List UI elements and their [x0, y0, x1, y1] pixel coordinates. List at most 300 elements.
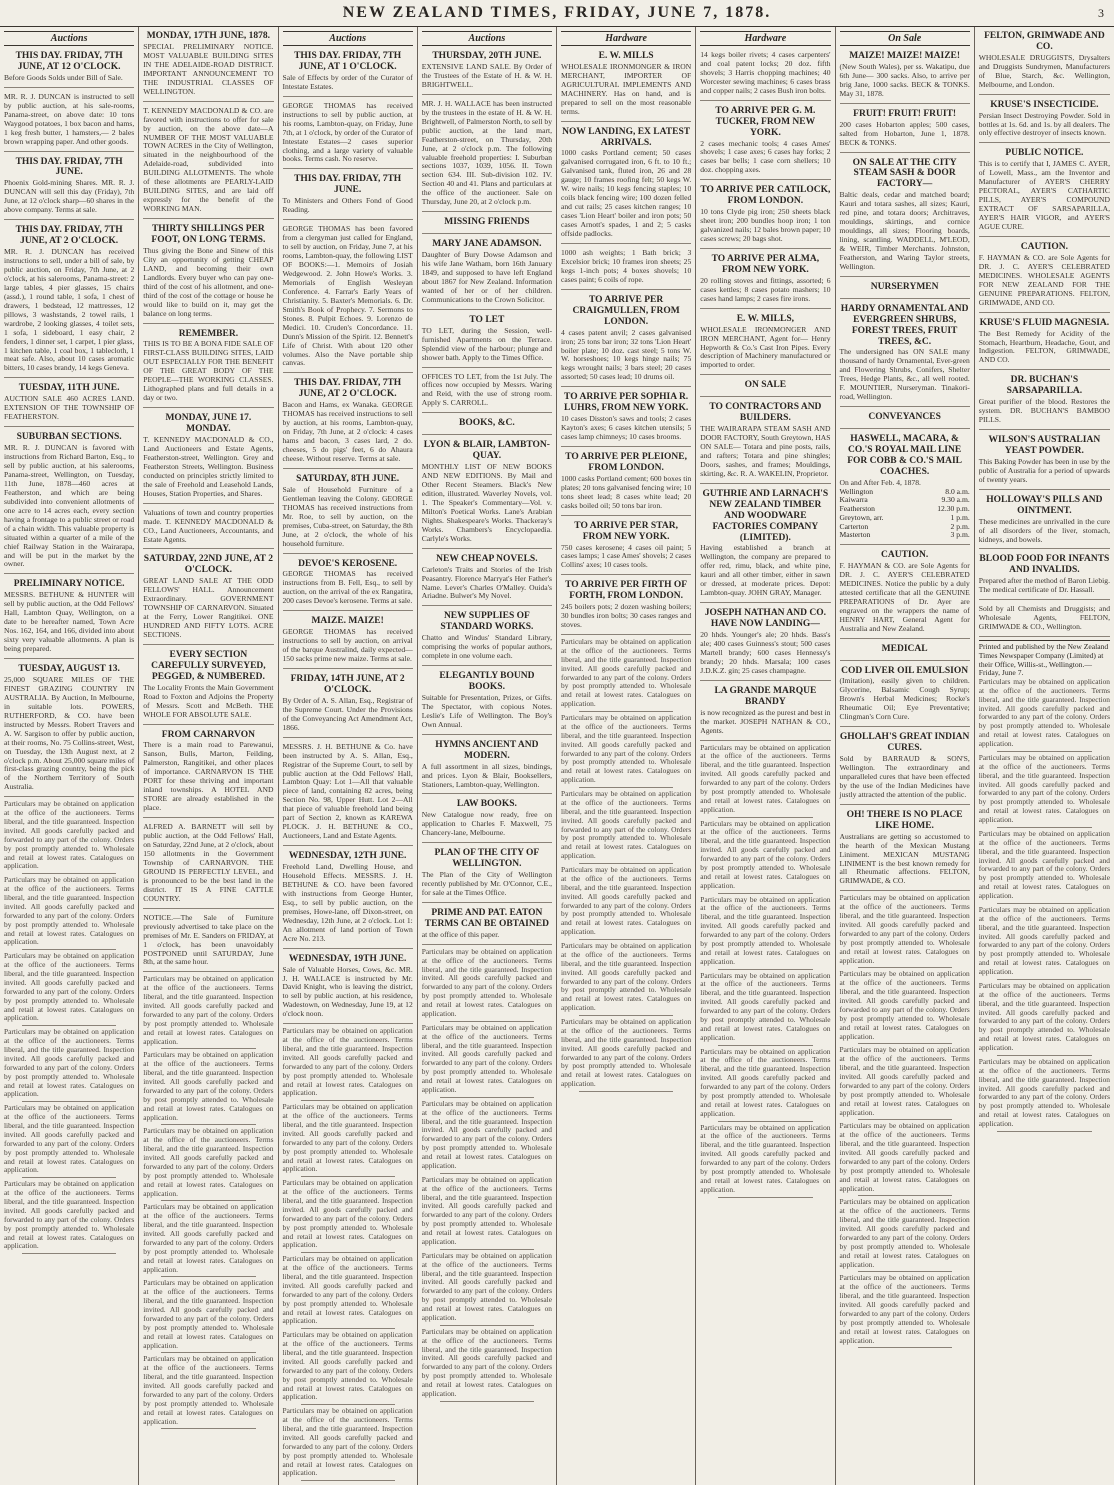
advertisement-body: There is a main road to Parewanui, Sanson, Bulls, Marton, Feilding, Palmerston, Rangitikei, and other places of importance. CARNARVON IS THE PORT for these thriving and important inland townships. A HOTEL AND STORE are already established in the place. — [143, 740, 274, 813]
column-rule — [440, 1097, 534, 1098]
advertisement-body: New Catalogue now ready, free on application to Charles F. Maxwell, 75 Chancery-lane, Melbourne. — [421, 810, 552, 838]
advertisement-body: THIS IS TO BE A BONA FIDE SALE OF FIRST-CLASS BUILDING SITES, LAID OUT ESPECIALLY FOR THE BENEFIT OF THE GREAT BODY OF THE PEOPLE—THE WORKING CLASSES. Lithographed plans and full details in a day or two. — [143, 339, 274, 403]
advertisement — [700, 49, 830, 101]
column-rule — [161, 1352, 255, 1353]
advertisement-heading: KRUSE'S INSECTICIDE. — [990, 99, 1099, 110]
advertisement-heading: ON SALE — [744, 380, 787, 391]
advertisement-body: Thus giving the Bone and Sinew of this City an opportunity of getting CHEAP LAND, and becoming their own Landlords. Every buyer who can pay one-third of the cost of his allotment, and one-third of the cost of the cottage or house he would like to build on it, may get the balance on long terms. — [143, 245, 274, 318]
advertisement — [979, 146, 1110, 237]
timetable-time: 2 p.m. — [950, 521, 970, 531]
filler-paragraph: Particulars may be obtained on application at the office of the auctioneers. Terms liberal, and the title guaranteed. Inspection invited. All goods carefully packed and forwarded to any part of the colony. Orders by post promptly attended to. Wholesale and retail at lowest rates. Catalogues on application. — [421, 1098, 552, 1170]
advertisement-heading: PLAN OF THE CITY OF WELLINGTON. — [434, 848, 540, 870]
filler-paragraph: Particulars may be obtained on application at the office of the auctioneers. Terms liberal, and the title guaranteed. Inspection invited. All goods carefully packed and forwarded to any part of the colony. Orders by post promptly attended to. Wholesale and retail at lowest rates. Catalogues on application. — [4, 951, 135, 1023]
advertisement-heading: THIS DAY. FRIDAY, 7TH JUNE, AT 12 O'CLOCK. — [15, 51, 123, 72]
column-rule — [718, 1121, 812, 1122]
filler-paragraph: Particulars may be obtained on application at the office of the auctioneers. Terms liberal, and the title guaranteed. Inspection invited. All goods carefully packed and forwarded to any part of the colony. Orders by post promptly attended to. Wholesale and retail at lowest rates. Catalogues on application. — [282, 1406, 413, 1478]
timetable-row — [840, 531, 970, 540]
column-rule — [440, 1173, 534, 1174]
advertisement-body: at the office of this paper. — [421, 929, 500, 939]
advertisement-heading: DR. BUCHAN'S SARSAPARILLA. — [1006, 375, 1083, 397]
filler-paragraph: Particulars may be obtained on application at the office of the auctioneers. Terms liberal, and the title guaranteed. Inspection invited. All goods carefully packed and forwarded to any part of the colony. Orders by post promptly attended to. Wholesale and retail at lowest rates. Catalogues on application. — [421, 1250, 552, 1322]
advertisement-body: 4 cases patent anvil; 2 cases galvanised iron; 25 tons bar iron; 32 tons 'Lion Heart' boiler plate; 10 doz. cast steel; 5 tons W. W. horseshoes; 10 kegs hinge nails; 75 kegs wrought nails; 3 bars steel; 20 cases assorted; 50 cases lead; 10 drums oil. — [561, 327, 692, 382]
column-rule — [718, 1197, 812, 1198]
advertisement-body: MR. R. J. DUNCAN has received instructions to sell, under a bill of sale, by public auction, on Friday, 7th June, at 2 o'clock, at his salerooms, Panama-street: 2 large tables, 4 pier glasses, 15 chairs (assd.), 1 round table, 1 sofa, 1 chest of drawers, 1 bedstead, 12 mattresses, 12 pillows, 3 washstands, 2 towel rails, 1 wardrobe, 2 looking glasses, 4 toilet sets, 1 sofa, 1 sideboard, 1 easy chair, 2 fenders, 1 dinner set, 1 carpet, 1 pier glass, 1 kitchen table, 1 coal box, 1 tablecloth, 1 meat safe. Also, about 10 cases aromatic bitters, 10 cases brandy, 14 kegs Geneva. — [4, 247, 135, 373]
filler-paragraph: Particulars may be obtained on application at the office of the auctioneers. Terms liberal, and the title guaranteed. Inspection invited. All goods carefully packed and forwarded to any part of the colony. Orders by post promptly attended to. Wholesale and retail at lowest rates. Catalogues on application. — [978, 1056, 1110, 1129]
column-rule — [440, 1401, 534, 1402]
advertisement-heading: THURSDAY, 20TH JUNE. — [432, 51, 542, 61]
advertisement-heading: REMEMBER. — [178, 328, 239, 339]
advertisement-body: GEORGE THOMAS has received instructions to sell by public auction, at his rooms, Lambton-quay, on Friday, June 7th, at 1 o'clock, by order of the Curator of Intestate Estates—2 cases superior clothing, and a large variety of valuable books. Terms cash. No reserve. — [282, 100, 413, 164]
column-rule — [579, 939, 673, 940]
column-rule — [301, 1404, 395, 1405]
advertisement-heading: LA GRANDE MARQUE BRANDY — [714, 685, 817, 707]
advertisement-body: (New South Wales), per ss. Wakatipu, due 6th June— 300 sacks. Also, to arrive per brig Jane, 1000 sacks. BECK & TONKS. May 31, 1878. — [839, 61, 970, 98]
advertisement — [840, 280, 970, 299]
advertisement-body: Sale of Household Furniture of a Gentleman leaving the Colony. GEORGE THOMAS has received instructions from Mr. Roe, to sell by auction, on the premises, Cuba-street, on Saturday, the 8th June, at 2 o'clock, the whole of his household furniture. — [282, 484, 413, 548]
advertisement-heading: SATURDAY, 22ND JUNE, AT 2 O'CLOCK. — [143, 554, 273, 576]
advertisement-heading: TO ARRIVE PER ALMA, FROM NEW YORK. — [711, 254, 820, 275]
column-5 — [557, 27, 696, 1485]
column-rule — [858, 1043, 952, 1044]
advertisement — [283, 100, 413, 170]
advertisement-body: 200 cases Hobarton apples; 500 cases, salted from Hobarton, June 1, 1878. BECK & TONKS. — [839, 119, 970, 147]
advertisement-body: By Order of A. S. Allan, Esq., Registrar of the Supreme Court. Under the Provisions of the Conveyancing Act Amendment Act, 1866. — [282, 695, 413, 732]
filler-paragraph: Particulars may be obtained on application at the office of the auctioneers. Terms liberal, and the title guaranteed. Inspection invited. All goods carefully packed and forwarded to any part of the colony. Orders by post promptly attended to. Wholesale and retail at lowest rates. Catalogues on application. — [839, 1045, 970, 1117]
section-heading: Hardware — [561, 31, 691, 46]
advertisement — [4, 155, 134, 221]
advertisement-heading: COD LIVER OIL EMULSION — [841, 665, 969, 676]
column-8 — [975, 27, 1114, 1485]
advertisement — [422, 98, 552, 212]
column-rule — [440, 1325, 534, 1326]
advertisement-body: GEORGE THOMAS has been favored from a clergyman just called for England, to sell by auction, on Friday, June 7, at his rooms, Lambton-quay, the following LIST OF BOOKS:—1. Memoirs of Josiah Wedgewood. 2. John Howe's Works. 3. Memorials of English Wesleyan Conference. 4. Farrar's Early Years of Christianity. 5. Baxter's Memorials. 6. Dr. Smith's Book of Prophecy. 7. Sermons to Stones. 8. Pulpit Echoes. 9. Lorenzo de Medici. 10. Cruden's Concordance. 11. Dunn's Mission of the Spirit. 12. Bennett's Life of Christ. With about 120 other volumes. Also the Nave portable ship canvas. — [282, 224, 413, 368]
column-rule — [858, 1271, 952, 1272]
column-rule — [22, 1101, 116, 1102]
filler-paragraph: Particulars may be obtained on application at the office of the auctioneers. Terms liberal, and the title guaranteed. Inspection invited. All goods carefully packed and forwarded to any part of the colony. Orders by post promptly attended to. Wholesale and retail at lowest rates. Catalogues on application. — [561, 865, 692, 937]
advertisement-heading: DEVOE'S KEROSENE. — [298, 558, 398, 569]
filler-paragraph: Particulars may be obtained on application at the office of the auctioneers. Terms liberal, and the title guaranteed. Inspection invited. All goods carefully packed and forwarded to any part of the colony. Orders by post promptly attended to. Wholesale and retail at lowest rates. Catalogues on application. — [561, 713, 692, 785]
advertisement-body: Great purifier of the blood. Restores the system. DR. BUCHAN'S BAMBOO PILLS. — [978, 397, 1110, 425]
advertisement-body: OFFICES TO LET, from the 1st July. The offices now occupied by Messrs. Waring and Reid, with the use of strong room. Apply S. CARROLL. — [421, 371, 552, 408]
advertisement-body: The Locality Fronts the Main Government Road to Foxton and Adjoins the Property of Messrs. Scott and McBeth. THE WHOLE FOR ABSOLUTE SALE. — [143, 682, 274, 719]
section-heading: Hardware — [700, 31, 830, 46]
column-rule — [301, 1480, 395, 1481]
advertisement-heading: TO ARRIVE PER FIRTH OF FORTH, FROM LONDON. — [565, 580, 688, 602]
advertisement-body: To Ministers and Others Fond of Good Reading. — [282, 196, 413, 215]
advertisement — [422, 416, 552, 435]
advertisement-body: Carleton's Traits and Stories of the Irish Peasantry. Florence Marryat's Her Father's Name. Lever's Charles O'Malley. Ouida's Ariadne. Bulwer's My Novel. — [421, 564, 552, 601]
column-rule — [579, 863, 673, 864]
advertisement — [700, 312, 830, 376]
advertisement-heading: THIS DAY. FRIDAY, 7TH JUNE. — [294, 174, 402, 196]
advertisement-heading: HARDY ORNAMENTAL AND EVERGREEN SHRUBS, FOREST TREES, FRUIT TREES, &C. — [840, 303, 969, 347]
advertisement-body: 20 rolling stoves and fittings, assorted; 6 cases kettles; 8 cases potato mashers; 10 cases hand lamps; 2 cases fire irons. — [700, 275, 831, 303]
advertisement-body: Australians are getting so accustomed to the hearth of the Mexican Mustang Liniment. MEXICAN MUSTANG LINIMENT is the best known remedy for all Rheumatic affections. FELTON, GRIMWADE, & CO. — [839, 831, 970, 886]
advertisement-body: NOTICE.—The Sale of Furniture previously advertised to take place on the premises of Mr. E. Sanders on FRIDAY, at 1 o'clock, has been unavoidably POSTPONED until SATURDAY, June 8th, at the same hour. — [143, 912, 274, 967]
advertisement-body: MR. R. J. DUNCAN is instructed to sell by public auction, at his sale-rooms, Panama-street, on above date: 10 tons Waygood potatoes, 1 box bacon and hams, 1 keg fresh butter, 1 hamsters,— 2 bales brown wrapping paper. And other goods. — [4, 91, 135, 146]
advertisement-body: F. HAYMAN & CO. are Sole Agents for DR. J. C. AYER'S CELEBRATED MEDICINES. WHOLESALE AGENTS FOR NEW ZEALAND FOR THE GENUINE PREPARATIONS. FELTON, GRIMWADE, AND CO. — [978, 252, 1110, 307]
advertisement-heading: TUESDAY, 11TH JUNE. — [18, 383, 120, 394]
column-rule — [161, 1428, 255, 1429]
advertisement — [840, 49, 970, 104]
advertisement — [561, 49, 691, 122]
advertisement-body: The Plan of the City of Wellington recently published by Mr. O'Connor, C.E., for sale at the Times Office. — [421, 870, 552, 897]
column-rule — [161, 1276, 255, 1277]
column-rule — [997, 1131, 1092, 1132]
advertisement-heading: MONDAY, JUNE 17. MONDAY. — [165, 413, 252, 435]
advertisement-body: Sold by all Chemists and Druggists; and Wholesale Agents, FELTON, GRIMWADE & CO., Wellington. — [978, 604, 1110, 632]
advertisement-heading: WEDNESDAY, 19TH JUNE. — [288, 953, 407, 964]
advertisement-body: Suitable for Presentation, Prizes, or Gifts. The Spectator, with copious Notes. Leslie's Life of Wellington. The Boy's Own Annual. — [421, 692, 552, 729]
advertisement-body: 10 tons Clyde pig iron; 250 sheets black sheet iron; 200 bundles hoop iron; 1 ton galvanized nails; 12 bales brown paper; 10 cases screws; 20 bags shot. — [700, 207, 831, 244]
timetable-time: 8.0 a.m. — [945, 486, 970, 496]
advertisement — [283, 849, 413, 949]
advertisement — [700, 104, 830, 181]
column-rule — [997, 751, 1092, 752]
filler-paragraph: Particulars may be obtained on application at the office of the auctioneers. Terms liberal, and the title guaranteed. Inspection invited. All goods carefully packed and forwarded to any part of the colony. Orders by post promptly attended to. Wholesale and retail at lowest rates. Catalogues on application. — [561, 789, 692, 861]
advertisement — [422, 797, 552, 843]
column-rule — [858, 967, 952, 968]
advertisement — [979, 373, 1110, 430]
advertisement-body: 14 kegs boiler rivets; 4 cases carpenters' and coal patent locks; 20 doz. fifth shovels; 3 Harris chopping machines; 40 Worcester sewing machines; 6 cases brass and copper nails; 2 cases Bush iron bolts. — [700, 50, 831, 95]
advertisement — [143, 912, 273, 973]
filler-paragraph: Particulars may be obtained on application at the office of the auctioneers. Terms liberal, and the title guaranteed. Inspection invited. All goods carefully packed and forwarded to any part of the colony. Orders by post promptly attended to. Wholesale and retail at lowest rates. Catalogues on application. — [4, 875, 135, 947]
advertisement-heading: GHOLLAH'S GREAT INDIAN CURES. — [839, 732, 970, 754]
masthead — [0, 0, 1114, 27]
advertisement-body: GREAT LAND SALE AT THE ODD FELLOWS' HALL. Announcement Extraordinary. GOVERNMENT TOWNSHIP OF CARNARVON. Situated at the Ferry, Lower Rangitikei. ONE HUNDRED AND FIFTY LOTS. ACRE SECTIONS. — [143, 576, 274, 640]
advertisement — [422, 669, 552, 735]
coach-timetable — [840, 488, 970, 540]
advertisement-body: Before Goods Solds under Bill of Sale. — [4, 72, 123, 82]
advertisement — [422, 609, 552, 666]
filler-paragraph: Particulars may be obtained on application at the office of the auctioneers. Terms liberal, and the title guaranteed. Inspection invited. All goods carefully packed and forwarded to any part of the colony. Orders by post promptly attended to. Wholesale and retail at lowest rates. Catalogues on application. — [4, 1179, 135, 1251]
advertisement-heading: HASWELL, MACARA, & CO.'S ROYAL MAIL LINE FOR COBB & CO.'S MAIL COACHES. — [847, 434, 963, 477]
column-rule — [301, 1176, 395, 1177]
column-rule — [301, 1328, 395, 1329]
advertisement-heading: TO CONTRACTORS AND BUILDERS. — [709, 402, 822, 424]
advertisement — [700, 252, 830, 309]
advertisement — [143, 821, 273, 909]
advertisement-heading: EVERY SECTION CAREFULLY SURVEYED, PEGGED, & NUMBERED. — [151, 649, 266, 682]
advertisement-body: MR. J. H. WALLACE has been instructed by the trustees in the estate of H. & W. H. Brightwell, of Palmerston North, to sell by public auction, at the land mart, Featherston-street, on Thursday, 20th June, at 2 o'clock p.m. The following valuable freehold properties: I. Suburban sections 1037, 1039, 1056. II. Town section 634. III. Sub-division 102. IV. Section 40 and 41. Plans and particulars at the office of the auctioneer. Sale on Thursday, June 20, at 2 o'clock p.m. — [421, 98, 552, 207]
column-rule — [440, 1249, 534, 1250]
advertisement-heading: TUESDAY, AUGUST 13. — [18, 664, 120, 674]
column-3 — [279, 27, 418, 1485]
advertisement — [143, 222, 273, 323]
advertisement — [422, 237, 552, 310]
section-heading: On Sale — [840, 31, 970, 46]
advertisement-heading: TO LET — [469, 314, 505, 325]
advertisement — [4, 662, 134, 797]
advertisement-heading: NEW SUPPLIES OF STANDARD WORKS. — [440, 611, 534, 633]
filler-paragraph: Particulars may be obtained on application at the office of the auctioneers. Terms liberal, and the title guaranteed. Inspection invited. All goods carefully packed and forwarded to any part of the colony. Orders by post promptly attended to. Wholesale and retail at lowest rates. Catalogues on application. — [282, 1254, 413, 1326]
advertisement — [840, 808, 970, 892]
advertisement — [422, 738, 552, 795]
advertisement — [840, 156, 970, 277]
advertisement-body: is now recognized as the purest and best in the market. JOSEPH NATHAN & CO., Agents. — [700, 707, 831, 735]
column-rule — [22, 949, 116, 950]
advertisement — [700, 684, 830, 741]
advertisement — [422, 552, 552, 607]
timetable-station: Carterton — [839, 521, 869, 531]
advertisement — [979, 493, 1110, 550]
advertisement-heading: FRIDAY, 14TH JUNE, AT 2 O'CLOCK. — [290, 674, 405, 695]
filler-paragraph: Particulars may be obtained on application at the office of the auctioneers. Terms liberal, and the title guaranteed. Inspection invited. All goods carefully packed and forwarded to any part of the colony. Orders by post promptly attended to. Wholesale and retail at lowest rates. Catalogues on application. — [143, 1354, 274, 1426]
advertisement-heading: PRIME AND PAT. EATON TERMS CAN BE OBTAINED — [424, 907, 549, 929]
advertisement — [840, 548, 970, 639]
advertisement-body: MONTHLY LIST OF NEW BOOKS AND NEW EDITIONS. By Mail and Other Recent Steamers. Black's New edition, illustrated. Waverley Novels, vol. 1. The Speaker's Commentary—Vol. v. Milton's Poetical Works. Lane's Arabian Nights. Shakespeare's Works. Thackeray's Works. Chambers's Encyclopaedia. Carlyle's Works. — [421, 462, 552, 543]
advertisement-heading: OH! THERE IS NO PLACE LIKE HOME. — [846, 809, 963, 831]
advertisement-body: WHOLESALE IRONMONGER AND IRON MERCHANT, Agent for— Henry Hepworth & Co.'s Cast Iron Pipes. Every description of Machinery manufactured or imported to order. — [700, 324, 831, 370]
filler-paragraph: Particulars may be obtained on application at the office of the auctioneers. Terms liberal, and the title guaranteed. Inspection invited. All goods carefully packed and forwarded to any part of the colony. Orders by post promptly attended to. Wholesale and retail at lowest rates. Catalogues on application. — [4, 1103, 135, 1175]
column-1 — [0, 27, 139, 1485]
advertisement — [4, 381, 134, 427]
column-rule — [997, 1055, 1092, 1056]
section-heading: Auctions — [422, 31, 552, 46]
advertisement-heading: FRUIT! FRUIT! FRUIT! — [853, 108, 957, 119]
advertisement-body: The Best Remedy for Acidity of the Stomach, Heartburn, Headache, Gout, and Indigestion. FELTON, GRIMWADE, AND CO. — [978, 328, 1110, 365]
advertisement-heading: JOSEPH NATHAN AND CO. HAVE NOW LANDING— — [704, 608, 826, 630]
advertisement-body: EXTENSIVE LAND SALE. By Order of the Trustees of the Estate of H. & W. H. BRIGHTWELL. — [421, 61, 552, 89]
advertisement-body: Bacon and Hams, ex Wanaka. GEORGE THOMAS has received instructions to sell by auction, at his rooms, Lambton-quay, on Friday, 7th June, at 2 o'clock: 4 cases hams and bacon, 3 cases lard, 2 do. cheeses, 5 do pigs' feet, 6 do Ahaura cheese. Without reserve. Terms at sale. — [282, 400, 413, 463]
advertisement-heading: HYMNS ANCIENT AND MODERN. — [435, 739, 539, 761]
advertisement-body: 10 cases Disston's saws and tools; 2 cases Kayton's axes; 6 cases kitchen utensils; 5 cases lamp chimneys; 10 cases brooms. — [561, 414, 692, 442]
advertisement-heading: ON SALE AT THE CITY STEAM SASH & DOOR FACTORY— — [852, 157, 957, 190]
advertisement-body: Having established a branch at Wellington, the company are prepared to offer red, rimu, black, and white pine, kauri and all other timber, either in sawn or dressed, at moderate prices. Depot: Lambton-quay. JOHN GRAY, Manager. — [700, 543, 831, 598]
advertisement — [143, 648, 273, 725]
advertisement — [4, 223, 134, 378]
advertisement-body: (Imitation), easily given to children. Glycerine, Balsamic Cough Syrup; Brown's Herbal Medicines; Rocke's Rheumatic Oil; Eye Preventative; Clingman's Corn Cure. — [839, 676, 970, 722]
advertisement-body: 1000 casks Portland cement; 50 cases galvanised corrugated iron, 6 ft. to 10 ft.; Galvanised tank, fluted iron, 26 and 28 gauge; 10 frames roofing felt; 50 kegs W. W. wire nails; 10 kegs fencing staples; 10 coils black fencing wire; 100 dozen felled and cut rails; 25 cases kitchen ranges; 10 cases 'Lion Heart' boiler and iron pots; 50 cases Arnott's spades, 1 and 2; 5 casks offside padlocks. — [561, 148, 692, 239]
advertisement — [283, 557, 413, 612]
filler-paragraph: Particulars may be obtained on application at the office of the auctioneers. Terms liberal, and the title guaranteed. Inspection invited. All goods carefully packed and forwarded to any part of the colony. Orders by post promptly attended to. Wholesale and retail at lowest rates. Catalogues on application. — [4, 1027, 135, 1099]
filler-paragraph: Particulars may be obtained on application at the office of the auctioneers. Terms liberal, and the title guaranteed. Inspection invited. All goods carefully packed and forwarded to any part of the colony. Orders by post promptly attended to. Wholesale and retail at lowest rates. Catalogues on application. — [700, 818, 831, 890]
column-rule — [858, 1195, 952, 1196]
advertisement — [283, 172, 413, 220]
filler-paragraph: Particulars may be obtained on application at the office of the auctioneers. Terms liberal, and the title guaranteed. Inspection invited. All goods carefully packed and forwarded to any part of the colony. Orders by post promptly attended to. Wholesale and retail at lowest rates. Catalogues on application. — [421, 1326, 552, 1398]
advertisement-heading: NEW CHEAP NOVELS. — [436, 553, 538, 564]
timetable-station: Wellington — [839, 486, 874, 496]
column-7 — [836, 27, 975, 1485]
advertisement — [422, 313, 552, 368]
advertisement — [143, 507, 273, 550]
advertisement-heading: MISSING FRIENDS — [444, 217, 530, 228]
advertisement — [979, 98, 1110, 144]
filler-paragraph: Particulars may be obtained on application at the office of the auctioneers. Terms liberal, and the title guaranteed. Inspection invited. All goods carefully packed and forwarded to any part of the colony. Orders by post promptly attended to. Wholesale and retail at lowest rates. Catalogues on application. — [700, 1046, 831, 1118]
filler-paragraph: Particulars may be obtained on application at the office of the auctioneers. Terms liberal, and the title guaranteed. Inspection invited. All goods carefully packed and forwarded to any part of the colony. Orders by post promptly attended to. Wholesale and retail at lowest rates. Catalogues on application. — [143, 974, 274, 1046]
advertisement-heading: FROM CARNARVON — [161, 729, 255, 740]
advertisement — [700, 606, 830, 681]
advertisement-body: Daughter of Bury Dowse Adamson and his wife Jane Watham, born 16th January 1849, and supposed to have left England about 1867 for New Zealand. Information wanted of her or of her children. Communications to the Crown Solicitor. — [421, 250, 552, 304]
advertisement-body: 1000 ash weights; 1 Bath brick; 3 Excelsior brick; 10 frames iron sheets; 25 kegs 1-inch pots; 4 boxes shovels; 10 cases paint; 6 coils of rope. — [561, 248, 692, 284]
advertisement — [700, 378, 830, 397]
timetable-time: 9.30 a.m. — [941, 495, 970, 505]
column-rule — [718, 893, 812, 894]
advertisement — [422, 846, 552, 903]
advertisement-heading: TO ARRIVE PER SOPHIA R. LUHRS, FROM NEW YORK. — [563, 392, 689, 414]
advertisement-heading: NURSERYMEN — [870, 281, 939, 292]
column-rule — [579, 711, 673, 712]
advertisement-heading: SUBURBAN SECTIONS. — [16, 432, 122, 443]
advertisement — [422, 49, 552, 95]
filler-paragraph: Particulars may be obtained on application at the office of the auctioneers. Terms liberal, and the title guaranteed. Inspection invited. All goods carefully packed and forwarded to any part of the colony. Orders by post promptly attended to. Wholesale and retail at lowest rates. Catalogues on application. — [700, 1122, 831, 1194]
advertisement-body: Prepared after the method of Baron Liebig. The medical certificate of Dr. Hassall. — [978, 576, 1110, 595]
advertisement-heading: SATURDAY, 8TH JUNE. — [296, 473, 400, 484]
filler-paragraph: Particulars may be obtained on application at the office of the auctioneers. Terms liberal, and the title guaranteed. Inspection invited. All goods carefully packed and forwarded to any part of the colony. Orders by post promptly attended to. Wholesale and retail at lowest rates. Catalogues on application. — [978, 676, 1110, 749]
advertisement-heading: CONVEYANCES — [868, 412, 941, 423]
timetable-station: Greytown, arr. — [839, 512, 884, 522]
column-rule — [997, 827, 1092, 828]
advertisement-heading: MAIZE! MAIZE! MAIZE! — [849, 51, 961, 61]
filler-paragraph: Particulars may be obtained on application at the office of the auctioneers. Terms liberal, and the title guaranteed. Inspection invited. All goods carefully packed and forwarded to any part of the colony. Orders by post promptly attended to. Wholesale and retail at lowest rates. Catalogues on application. — [978, 904, 1110, 977]
advertisement-body: 20 hhds. Younger's ale; 20 hhds. Bass's ale; 400 cases Guinness's stout; 500 cases Martell brandy; 600 cases Hennessy's brandy; 20 hhds. Marsala; 100 cases J.D.K.Z. gin; 25 cases champagne. — [700, 630, 831, 675]
advertisement — [283, 614, 413, 669]
column-rule — [440, 1021, 534, 1022]
advertisement-body: Sale of Effects by order of the Curator of Intestate Estates. — [282, 72, 413, 91]
filler-paragraph: Particulars may be obtained on application at the office of the auctioneers. Terms liberal, and the title guaranteed. Inspection invited. All goods carefully packed and forwarded to any part of the colony. Orders by post promptly attended to. Wholesale and retail at lowest rates. Catalogues on application. — [421, 1174, 552, 1246]
advertisement — [840, 432, 970, 545]
section-heading: Auctions — [4, 31, 134, 46]
advertisement-heading: E. W. MILLS, — [736, 313, 795, 324]
advertisement — [561, 247, 691, 290]
filler-paragraph: Particulars may be obtained on application at the office of the auctioneers. Terms liberal, and the title guaranteed. Inspection invited. All goods carefully packed and forwarded to any part of the colony. Orders by post promptly attended to. Wholesale and retail at lowest rates. Catalogues on application. — [143, 1126, 274, 1198]
column-rule — [579, 1091, 673, 1092]
filler-paragraph: Particulars may be obtained on application at the office of the auctioneers. Terms liberal, and the title guaranteed. Inspection invited. All goods carefully packed and forwarded to any part of the colony. Orders by post promptly attended to. Wholesale and retail at lowest rates. Catalogues on application. — [561, 1017, 692, 1089]
columns — [0, 27, 1114, 1478]
timetable-station: Featherston — [839, 504, 875, 514]
filler-paragraph: Particulars may be obtained on application at the office of the auctioneers. Terms liberal, and the title guaranteed. Inspection invited. All goods carefully packed and forwarded to any part of the colony. Orders by post promptly attended to. Wholesale and retail at lowest rates. Catalogues on application. — [978, 980, 1110, 1053]
advertisement-body: Phoenix Gold-mining Shares. MR. R. J. DUNCAN will sell this day (Friday), 7th June, at 12 o'clock sharp—60 shares in the above company. Terms at sale. — [4, 178, 135, 215]
advertisement-body: This Baking Powder has been in use by the public of Australia for a period of upwards of twenty years. — [978, 456, 1110, 484]
advertisement — [143, 411, 273, 504]
advertisement — [840, 664, 970, 728]
column-rule — [301, 1100, 395, 1101]
advertisement-heading: PUBLIC NOTICE. — [1005, 148, 1084, 159]
advertisement-heading: BOOKS, &C. — [459, 418, 515, 429]
advertisement-body: This is to certify that I, JAMES C. AYER, of Lowell, Mass., am the Inventor and Manufacturer of AYER'S CHERRY PECTORAL, AYER'S CATHARTIC PILLS, AYER'S COMPOUND EXTRACT OF SARSAPARILLA, AYER'S HAIR VIGOR, and AYER'S AGUE CURE. — [978, 159, 1110, 232]
filler-paragraph: Particulars may be obtained on application at the office of the auctioneers. Terms liberal, and the title guaranteed. Inspection invited. All goods carefully packed and forwarded to any part of the colony. Orders by post promptly attended to. Wholesale and retail at lowest rates. Catalogues on application. — [700, 894, 831, 966]
advertisement — [700, 400, 830, 484]
column-rule — [579, 1015, 673, 1016]
filler-paragraph: Particulars may be obtained on application at the office of the auctioneers. Terms liberal, and the title guaranteed. Inspection invited. All goods carefully packed and forwarded to any part of the colony. Orders by post promptly attended to. Wholesale and retail at lowest rates. Catalogues on application. — [143, 1202, 274, 1274]
advertisement — [979, 603, 1110, 637]
advertisement-heading: WEDNESDAY, 12TH JUNE. — [288, 851, 407, 862]
advertisement-body: T. KENNEDY MACDONALD & CO., Land Auctioneers and Estate Agents, Featherston-street, Wellington. Grey and Featherston Streets, Wellington. Business conducted on principles strictly limited to the sale of Freehold and Leasehold Lands, Houses, Station Properties, and Shares. — [143, 434, 274, 498]
filler-paragraph: Particulars may be obtained on application at the office of the auctioneers. Terms liberal, and the title guaranteed. Inspection invited. All goods carefully packed and forwarded to any part of the colony. Orders by post promptly attended to. Wholesale and retail at lowest rates. Catalogues on application. — [421, 1022, 552, 1094]
column-4 — [418, 27, 557, 1485]
advertisement-heading: HOLLOWAY'S PILLS AND OINTMENT. — [986, 494, 1103, 516]
advertisement-heading: MAIZE. MAIZE! — [311, 616, 384, 627]
printer-imprint: Printed and published by the New Zealand Times Newspaper Company (Limited) at their Office, Willis-st., Wellington.—Friday, June 7. — [978, 642, 1109, 678]
filler-paragraph: Particulars may be obtained on application at the office of the auctioneers. Terms liberal, and the title guaranteed. Inspection invited. All goods carefully packed and forwarded to any part of the colony. Orders by post promptly attended to. Wholesale and retail at lowest rates. Catalogues on application. — [978, 828, 1110, 901]
advertisement — [4, 430, 134, 574]
advertisement-body: F. HAYMAN & CO. are Sole Agents for DR. J. C. AYER'S CELEBRATED MEDICINES. Notice the public by a duly attested certificate that all the GENUINE PREPARATIONS of Dr. Ayer are engraved on the wrappers the name of HENRY HART, General Agent for Australia and New Zealand. — [839, 560, 970, 633]
advertisement — [840, 302, 970, 407]
advertisement-heading: CAUTION. — [1020, 241, 1068, 252]
column-rule — [858, 1347, 952, 1348]
advertisement-body: T. KENNEDY MACDONALD & CO. are favored with instructions to offer for sale by auction, on the above date—A NUMBER OF THE MOST VALUABLE TOWN ACRES in the City of Wellington, situated in the neighbourhood of the Adelaide-road, subdivided into BUILDING ALLOTMENTS. The whole of these allotments are PEARLY-LAID BUILDING SITES, and are laid off expressly for the benefit of the WORKING MAN. — [143, 105, 274, 214]
column-rule — [718, 1045, 812, 1046]
advertisement — [143, 105, 273, 219]
advertisement-body: Sold by BARRAUD & SON'S, Wellington. The extraordinary and unparalleled cures that have been effected by the use of the Indian Medicines have justly attracted the attention of the public. — [839, 754, 970, 799]
advertisement-heading: GUTHRIE AND LARNACH'S NEW ZEALAND TIMBER AND WOODWARE FACTORIES COMPANY (LIMITED). — [702, 488, 829, 543]
advertisement — [840, 107, 970, 153]
advertisement-body: MR. R. J. DUNCAN is favored with instructions from Richard Barton, Esq., to sell by public auction, at his salerooms, Panama-street, Wellington, on Tuesday, 11th June, 1878—460 acres at Featherston, and which are being subdivided into convenient allotments of one acre to 14 acres each, every section having a frontage to a public street or road of a chain width. This valuable property is situated within a quarter of a mile of the chief Railway Station in the Wairarapa, and will be put in the market by the owner. — [4, 443, 135, 569]
advertisement-heading: MEDICAL — [881, 643, 928, 654]
column-rule — [22, 1253, 116, 1254]
advertisement — [422, 438, 552, 548]
advertisement-body: 1000 casks Portland cement; 600 boxes tin plates; 20 tons galvanised fencing wire; 10 tons sheet lead; 8 cases white lead; 20 casks boiled oil; 50 tons bar iron. — [561, 473, 692, 510]
filler-paragraph: Particulars may be obtained on application at the office of the auctioneers. Terms liberal, and the title guaranteed. Inspection invited. All goods carefully packed and forwarded to any part of the colony. Orders by post promptly attended to. Wholesale and retail at lowest rates. Catalogues on application. — [561, 637, 692, 709]
advertisement-heading: TO ARRIVE PER G. M. TUCKER, FROM NEW YORK. — [715, 105, 816, 138]
advertisement-heading: TO ARRIVE PER CRAIGMULLEN, FROM LONDON. — [572, 294, 680, 327]
advertisement — [283, 223, 413, 373]
filler-paragraph: Particulars may be obtained on application at the office of the auctioneers. Terms liberal, and the title guaranteed. Inspection invited. All goods carefully packed and forwarded to any part of the colony. Orders by post promptly attended to. Wholesale and retail at lowest rates. Catalogues on application. — [839, 1197, 970, 1269]
column-rule — [161, 1124, 255, 1125]
advertisement — [143, 728, 273, 819]
advertisement — [561, 519, 691, 576]
advertisement-body: WHOLESALE DRUGGISTS, Drysalters and Druggists Sundrymen, Manufacturers of Blue, Starch, &c. Wellington, Melbourne, and London. — [978, 52, 1110, 89]
column-rule — [858, 1119, 952, 1120]
filler-paragraph: Particulars may be obtained on application at the office of the auctioneers. Terms liberal, and the title guaranteed. Inspection invited. All goods carefully packed and forwarded to any part of the colony. Orders by post promptly attended to. Wholesale and retail at lowest rates. Catalogues on application. — [839, 969, 970, 1041]
advertisement-body: GEORGE THOMAS has received instructions from B. Fell, Esq., to sell by auction, on the arrival of the ex Rangatira, 200 cases Devoe's kerosene. Terms at sale. — [282, 569, 413, 606]
filler-paragraph: Particulars may be obtained on application at the office of the auctioneers. Terms liberal, and the title guaranteed. Inspection invited. All goods carefully packed and forwarded to any part of the colony. Orders by post promptly attended to. Wholesale and retail at lowest rates. Catalogues on application. — [143, 1050, 274, 1122]
advertisement-body: 245 boilers pots; 2 dozen washing boilers; 30 bundles iron bolts; 30 cases ranges and stoves. — [561, 602, 692, 630]
advertisement-heading: KRUSE'S FLUID MAGNESIA. — [979, 317, 1110, 328]
advertisement-heading: THIS DAY. FRIDAY, 7TH JUNE, AT 1 O'CLOCK. — [294, 51, 402, 72]
advertisement-heading: WILSON'S AUSTRALIAN YEAST POWDER. — [988, 435, 1101, 456]
advertisement — [840, 642, 970, 661]
advertisement-heading: LAW BOOKS. — [456, 799, 517, 810]
advertisement-body: SPECIAL PRELIMINARY NOTICE. MOST VALUABLE BUILDING SITES IN THE ADELAIDE-ROAD DISTRICT. IMPORTANT ANNOUNCEMENT TO THE INDUSTRIAL CLASSES OF WELLINGTON. — [143, 41, 274, 96]
advertisement-body: 2 cases mechanic tools; 4 cases Ames' shovels; 1 case axes; 6 cases hay forks; 2 cases bar bells; 1 case corn shellers; 10 doz. chopping axes. — [700, 138, 831, 175]
advertisement-heading: MONDAY, 17TH JUNE, 1878. — [146, 31, 271, 41]
filler-paragraph: Particulars may be obtained on application at the office of the auctioneers. Terms liberal, and the title guaranteed. Inspection invited. All goods carefully packed and forwarded to any part of the colony. Orders by post promptly attended to. Wholesale and retail at lowest rates. Catalogues on application. — [282, 1330, 413, 1402]
advertisement — [840, 410, 970, 429]
advertisement-body: THE WAIRARAPA STEAM SASH AND DOOR FACTORY, South Greytown, HAS ON SALE— Totara and pine posts, rails, and rafters; Totara and pine shingles; Doors, sashes, and frames; Mouldings, skirting, &c. R. A. WAKELIN, Proprietor. — [700, 424, 831, 478]
column-rule — [718, 817, 812, 818]
filler-paragraph: Particulars may be obtained on application at the office of the auctioneers. Terms liberal, and the title guaranteed. Inspection invited. All goods carefully packed and forwarded to any part of the colony. Orders by post promptly attended to. Wholesale and retail at lowest rates. Catalogues on application. — [839, 1121, 970, 1193]
advertisement — [143, 552, 273, 645]
advertisement — [4, 49, 134, 88]
advertisement-heading: ELEGANTLY BOUND BOOKS. — [439, 671, 535, 693]
advertisement-body: 25,000 SQUARE MILES OF THE FINEST GRAZING COUNTRY IN AUSTRALIA. By Auction, In Melbourne, in suitable lots. POWERS, RUTHERFORD, & CO. have been instructed by Messrs. Robert Travers and A. W. Sargison to offer by public auction, at their rooms, No. 75 Collins-street, West, on Tuesday, the 13th August next, at 2 o'clock p.m. About 25,000 square miles of first-class grazing country, being the pick of the Northern Territory of South Australia. — [4, 674, 135, 792]
advertisement-heading: CAUTION. — [881, 550, 929, 561]
filler-paragraph: Particulars may be obtained on application at the office of the auctioneers. Terms liberal, and the title guaranteed. Inspection invited. All goods carefully packed and forwarded to any part of the colony. Orders by post promptly attended to. Wholesale and retail at lowest rates. Catalogues on application. — [839, 1273, 970, 1345]
advertisement-heading: THIS DAY. FRIDAY, 7TH JUNE, AT 2 O'CLOCK. — [294, 378, 402, 400]
advertisement-body: On and After Feb. 4, 1878. — [839, 477, 921, 487]
advertisement — [283, 376, 413, 469]
advertisement — [561, 578, 691, 635]
column-rule — [718, 969, 812, 970]
advertisement — [840, 730, 970, 805]
advertisement-body: Freehold Land, Dwelling House, and Household Effects. MESSRS. J. H. BETHUNE & CO. have been favored with instructions from George Hunter, Esq., to sell by public auction, on the premises, Howe-lane, off Dixon-street, on Wednesday, 12th June, at 2 o'clock. Lot 1: An allotment of land portion of Town Acre No. 213. — [282, 862, 413, 943]
advertisement-heading: TO ARRIVE PER PLEIONE, FROM LONDON. — [565, 452, 687, 473]
filler-paragraph: Particulars may be obtained on application at the office of the auctioneers. Terms liberal, and the title guaranteed. Inspection invited. All goods carefully packed and forwarded to any part of the colony. Orders by post promptly attended to. Wholesale and retail at lowest rates. Catalogues on application. — [4, 799, 135, 871]
advertisement — [561, 450, 691, 516]
filler-paragraph: Particulars may be obtained on application at the office of the auctioneers. Terms liberal, and the title guaranteed. Inspection invited. All goods carefully packed and forwarded to any part of the colony. Orders by post promptly attended to. Wholesale and retail at lowest rates. Catalogues on application. — [839, 893, 970, 965]
column-6 — [696, 27, 835, 1485]
advertisement-body: MESSRS. J. H. BETHUNE & Co. have been instructed by A. S. Allan, Esq., Registrar of the Supreme Court, to sell by public auction at the Odd Fellows' Hall, Lambton Quay: Lot 1—All that valuable piece of land, containing 82 acres, being Section No. 98, Upper Hutt. Lot 2—All that piece of valuable freehold land being part of Section 2, known as KAREWA PLOCK. J. H. BETHUNE & CO., Auctioneers, Land and Estate Agents. — [282, 741, 413, 841]
advertisement-heading: MARY JANE ADAMSON. — [432, 239, 542, 250]
advertisement-body: Sale of Valuable Horses, Cows, &c. MR. J. H. WALLACE is instructed by Mr. David Knight, who is leaving the district, to sell by public auction, at his residence, Wadestown, on Wednesday, June 19, at 12 o'clock noon. — [282, 964, 413, 1019]
advertisement-heading: FELTON, GRIMWADE AND CO. — [984, 31, 1105, 52]
filler-paragraph: Particulars may be obtained on application at the office of the auctioneers. Terms liberal, and the title guaranteed. Inspection invited. All goods carefully packed and forwarded to any part of the colony. Orders by post promptly attended to. Wholesale and retail at lowest rates. Catalogues on application. — [421, 946, 552, 1018]
advertisement-body: Valuations of town and country properties made. T. KENNEDY MACDONALD & CO., Land Auctioneers, Accountants, and Estate Agents. — [143, 507, 274, 544]
timetable-time: 12.30 p.m. — [937, 504, 970, 514]
page-number: 3 — [1098, 6, 1104, 20]
advertisement-heading: E. W. MILLS — [598, 51, 654, 61]
